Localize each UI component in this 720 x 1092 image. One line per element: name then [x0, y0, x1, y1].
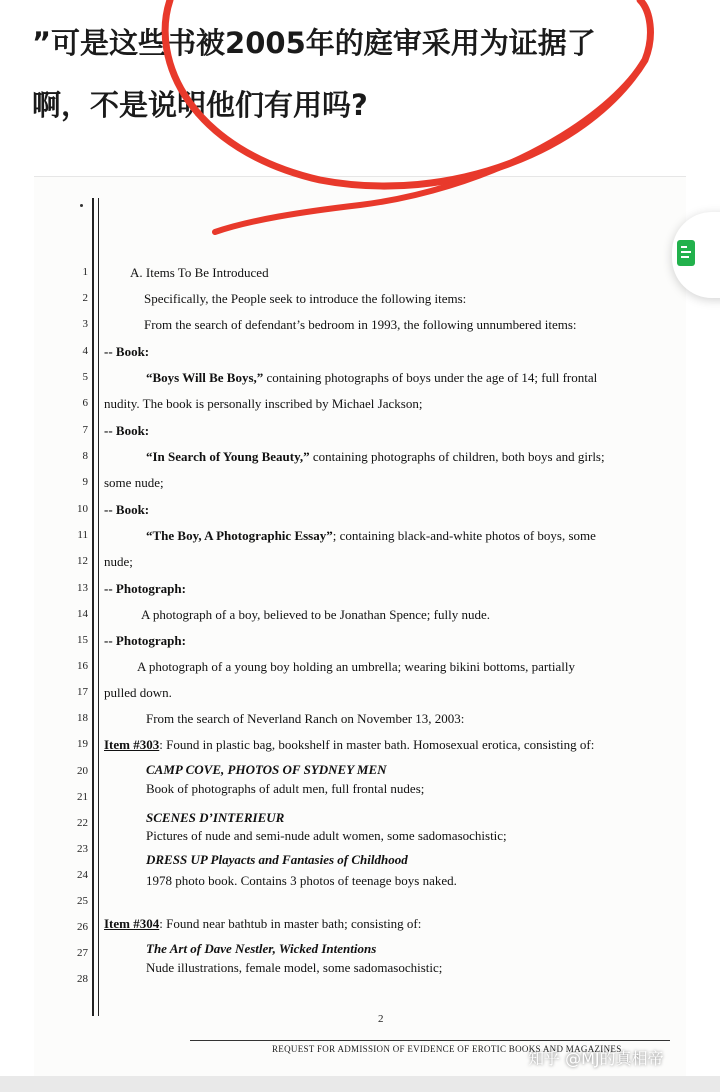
line-number: 22	[77, 817, 88, 829]
doc-line-6: nudity. The book is personally inscribed by Michael Jackson;	[104, 396, 423, 411]
headline	[32, 12, 692, 136]
page-number: 2	[378, 1013, 384, 1025]
page-dot	[80, 204, 83, 207]
line-number: 14	[77, 608, 88, 620]
line-number: 27	[77, 947, 88, 959]
line-number: 7	[82, 424, 88, 436]
line-number: 9	[82, 476, 88, 488]
margin-rule-inner	[98, 198, 99, 1016]
doc-line-28: Nude illustrations, female model, some sadomasochistic;	[146, 960, 443, 975]
margin-rule	[92, 198, 94, 1016]
doc-line-22: SCENES D’INTERIEUR	[146, 810, 285, 825]
doc-line-27: The Art of Dave Nestler, Wicked Intentions	[146, 941, 377, 956]
doc-line-20: CAMP COVE, PHOTOS OF SYDNEY MEN	[146, 762, 387, 777]
headline-line-2: 啊，不是说明他们有用吗?	[32, 88, 368, 122]
zhihu-watermark: 知乎 @MJ的真相帝	[528, 1049, 664, 1068]
line-number: 17	[77, 686, 88, 698]
doc-line-10: -- Book:	[104, 502, 150, 517]
doc-line-25: 1978 photo book. Contains 3 photos of teenage boys naked.	[146, 873, 457, 888]
doc-line-19: Item #303: Found in plastic bag, bookshelf in master bath. Homosexual erotica, consisting of:	[104, 737, 595, 752]
doc-line-7: -- Book:	[104, 423, 150, 438]
line-number: 21	[77, 791, 88, 803]
line-number: 2	[82, 292, 88, 304]
line-number: 1	[82, 266, 88, 278]
doc-line-9: some nude;	[104, 475, 164, 490]
headline-line-1: ”可是这些书被2005年的庭审采用为证据了	[32, 26, 596, 60]
line-number: 26	[77, 921, 88, 933]
line-number: 20	[77, 765, 88, 777]
line-number: 5	[82, 371, 88, 383]
line-number: 23	[77, 843, 88, 855]
document-footer: REQUEST FOR ADMISSION OF EVIDENCE OF EROTIC BOOKS AND MAGAZINES	[272, 1044, 622, 1054]
doc-line-21: Book of photographs of adult men, full frontal nudes;	[146, 781, 425, 796]
doc-line-14: A photograph of a boy, believed to be Jonathan Spence; fully nude.	[141, 607, 490, 622]
doc-line-13: -- Photograph:	[104, 581, 186, 596]
line-number: 10	[77, 503, 88, 515]
line-number: 11	[77, 529, 88, 541]
document-icon[interactable]	[677, 240, 695, 266]
doc-line-26: Item #304: Found near bathtub in master bath; consisting of:	[104, 916, 422, 931]
doc-line-3: From the search of defendant’s bedroom in 1993, the following unnumbered items:	[144, 317, 577, 332]
doc-line-4: -- Book:	[104, 344, 150, 359]
doc-line-5: “Boys Will Be Boys,” containing photographs of boys under the age of 14; full frontal	[146, 370, 598, 385]
item-number: Item #303	[104, 737, 160, 752]
line-number: 18	[77, 712, 88, 724]
item-number: Item #304	[104, 916, 160, 931]
bottom-bar	[0, 1076, 720, 1092]
doc-line-16: A photograph of a young boy holding an umbrella; wearing bikini bottoms, partially	[137, 659, 575, 674]
doc-line-12: nude;	[104, 554, 133, 569]
line-number: 24	[77, 869, 88, 881]
doc-line-8: “In Search of Young Beauty,” containing photographs of children, both boys and girls;	[146, 449, 605, 464]
line-number: 4	[82, 345, 88, 357]
doc-line-24: DRESS UP Playacts and Fantasies of Childhood	[146, 852, 408, 867]
doc-line-23: Pictures of nude and semi-nude adult women, some sadomasochistic;	[146, 828, 507, 843]
line-number: 16	[77, 660, 88, 672]
line-number: 28	[77, 973, 88, 985]
doc-line-11: “The Boy, A Photographic Essay”; containing black-and-white photos of boys, some	[146, 528, 596, 543]
book-title: “The Boy, A Photographic Essay”	[146, 528, 333, 543]
line-number: 3	[82, 318, 88, 330]
line-number: 12	[77, 555, 88, 567]
line-number: 8	[82, 450, 88, 462]
line-number: 15	[77, 634, 88, 646]
book-title: “In Search of Young Beauty,”	[146, 449, 310, 464]
line-number: 19	[77, 738, 88, 750]
doc-line-1	[130, 265, 700, 281]
doc-line-15: -- Photograph:	[104, 633, 186, 648]
line-number: 6	[82, 397, 88, 409]
doc-line-2: Specifically, the People seek to introduce the following items:	[144, 291, 467, 306]
line-number: 13	[77, 582, 88, 594]
book-title: “Boys Will Be Boys,”	[146, 370, 264, 385]
footer-rule	[190, 1040, 670, 1041]
section-heading: A. Items To Be Introduced	[130, 265, 269, 280]
doc-line-17: pulled down.	[104, 685, 172, 700]
doc-line-18: From the search of Neverland Ranch on November 13, 2003:	[146, 711, 465, 726]
line-number: 25	[77, 895, 88, 907]
